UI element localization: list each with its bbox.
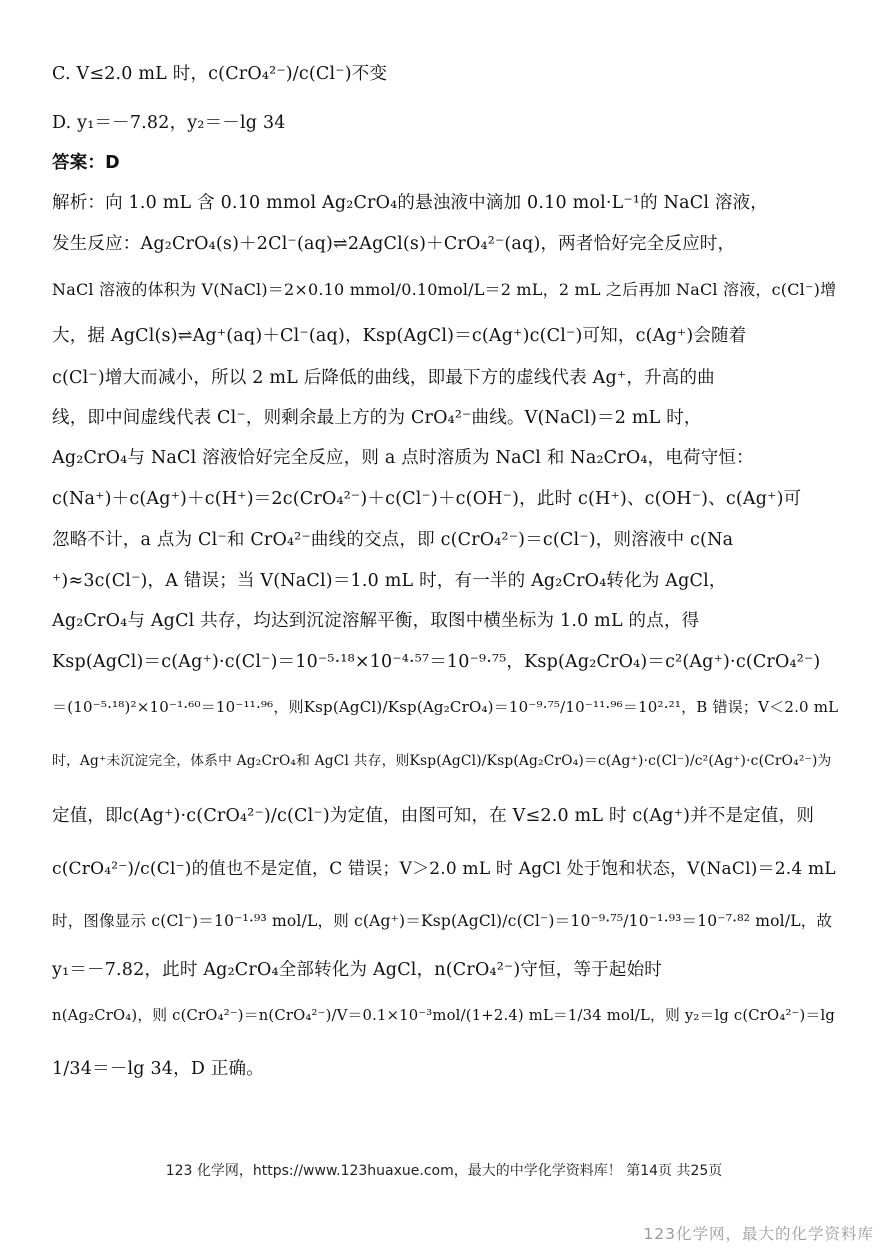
explanation-line: 时，图像显示 c(Cl⁻)＝10⁻¹·⁹³ mol/L，则 c(Ag⁺)＝Ksp(AgCl)/c(Cl⁻)＝10⁻⁹·⁷⁵/10⁻¹·⁹³＝10⁻⁷·⁸² mol/L，故 (52, 912, 833, 930)
explanation-line: 时，Ag⁺未沉淀完全，体系中 Ag₂CrO₄和 AgCl 共存，则Ksp(AgCl)/Ksp(Ag₂CrO₄)＝c(Ag⁺)·c(Cl⁻)/c²(Ag⁺)·c(CrO₄²⁻)为 (52, 753, 832, 769)
option-c: C. V≤2.0 mL 时，c(CrO₄²⁻)/c(Cl⁻)不变 (52, 64, 388, 84)
explanation-line: NaCl 溶液的体积为 V(NaCl)＝2×0.10 mmol/0.10mol/L＝2 mL，2 mL 之后再加 NaCl 溶液，c(Cl⁻)增 (52, 280, 837, 299)
explanation-line: Ksp(AgCl)＝c(Ag⁺)·c(Cl⁻)＝10⁻⁵·¹⁸×10⁻⁴·⁵⁷＝10⁻⁹·⁷⁵，Ksp(Ag₂CrO₄)＝c²(Ag⁺)·c(CrO₄²⁻) (52, 652, 821, 672)
option-d: D. y₁＝－7.82，y₂＝－lg 34 (52, 113, 286, 133)
explanation-line: 定值，即c(Ag⁺)·c(CrO₄²⁻)/c(Cl⁻)为定值，由图可知，在 V≤2.0 mL 时 c(Ag⁺)并不是定值，则 (52, 806, 815, 826)
explanation-line: y₁＝－7.82，此时 Ag₂CrO₄全部转化为 AgCl，n(CrO₄²⁻)守恒，等于起始时 (52, 960, 662, 980)
watermark: 123化学网，最大的化学资料库 (643, 1225, 874, 1243)
explanation-line: c(Na⁺)＋c(Ag⁺)＋c(H⁺)＝2c(CrO₄²⁻)＋c(Cl⁻)＋c(OH⁻)，此时 c(H⁺)、c(OH⁻)、c(Ag⁺)可 (52, 489, 802, 509)
explanation-line: 大，据 AgCl(s)⇌Ag⁺(aq)＋Cl⁻(aq)，Ksp(AgCl)＝c(Ag⁺)c(Cl⁻)可知，c(Ag⁺)会随着 (52, 326, 747, 346)
answer-line: 答案：D (52, 153, 120, 173)
page-footer: 123 化学网，https://www.123huaxue.com，最大的中学化学资料库！ 第14页 共25页 (165, 1163, 723, 1179)
explanation-line: 忽略不计，a 点为 Cl⁻和 CrO₄²⁻曲线的交点，即 c(CrO₄²⁻)＝c(Cl⁻)，则溶液中 c(Na (52, 530, 734, 550)
explanation-line: 解析：向 1.0 mL 含 0.10 mmol Ag₂CrO₄的悬浊液中滴加 0.10 mol·L⁻¹的 NaCl 溶液， (52, 193, 768, 213)
explanation-line: ⁺)≈3c(Cl⁻)，A 错误；当 V(NaCl)＝1.0 mL 时，有一半的 Ag₂CrO₄转化为 AgCl， (52, 571, 727, 591)
explanation-line: c(CrO₄²⁻)/c(Cl⁻)的值也不是定值，C 错误；V＞2.0 mL 时 AgCl 处于饱和状态，V(NaCl)＝2.4 mL (52, 859, 836, 879)
explanation-line: 发生反应：Ag₂CrO₄(s)＋2Cl⁻(aq)⇌2AgCl(s)＋CrO₄²⁻(aq)，两者恰好完全反应时， (52, 234, 736, 254)
explanation-line: Ag₂CrO₄与 AgCl 共存，均达到沉淀溶解平衡，取图中横坐标为 1.0 mL 的点，得 (52, 611, 700, 631)
explanation-line: 1/34＝－lg 34，D 正确。 (52, 1059, 264, 1079)
explanation-line: ＝(10⁻⁵·¹⁸)²×10⁻¹·⁶⁰＝10⁻¹¹·⁹⁶，则Ksp(AgCl)/Ksp(Ag₂CrO₄)＝10⁻⁹·⁷⁵/10⁻¹¹·⁹⁶＝10²·²¹，B 错误；V＜2.0 mL (52, 698, 839, 716)
explanation-line: c(Cl⁻)增大而减小，所以 2 mL 后降低的曲线，即最下方的虚线代表 Ag⁺，升高的曲 (52, 368, 715, 388)
explanation-line: Ag₂CrO₄与 NaCl 溶液恰好完全反应，则 a 点时溶质为 NaCl 和 Na₂CrO₄，电荷守恒： (52, 448, 754, 468)
explanation-line: 线，即中间虚线代表 Cl⁻，则剩余最上方的为 CrO₄²⁻曲线。V(NaCl)＝2 mL 时， (52, 408, 702, 428)
explanation-line: n(Ag₂CrO₄)，则 c(CrO₄²⁻)＝n(CrO₄²⁻)/V＝0.1×10⁻³mol/(1+2.4) mL＝1/34 mol/L，则 y₂＝lg c(CrO₄²⁻)＝lg (52, 1007, 836, 1024)
